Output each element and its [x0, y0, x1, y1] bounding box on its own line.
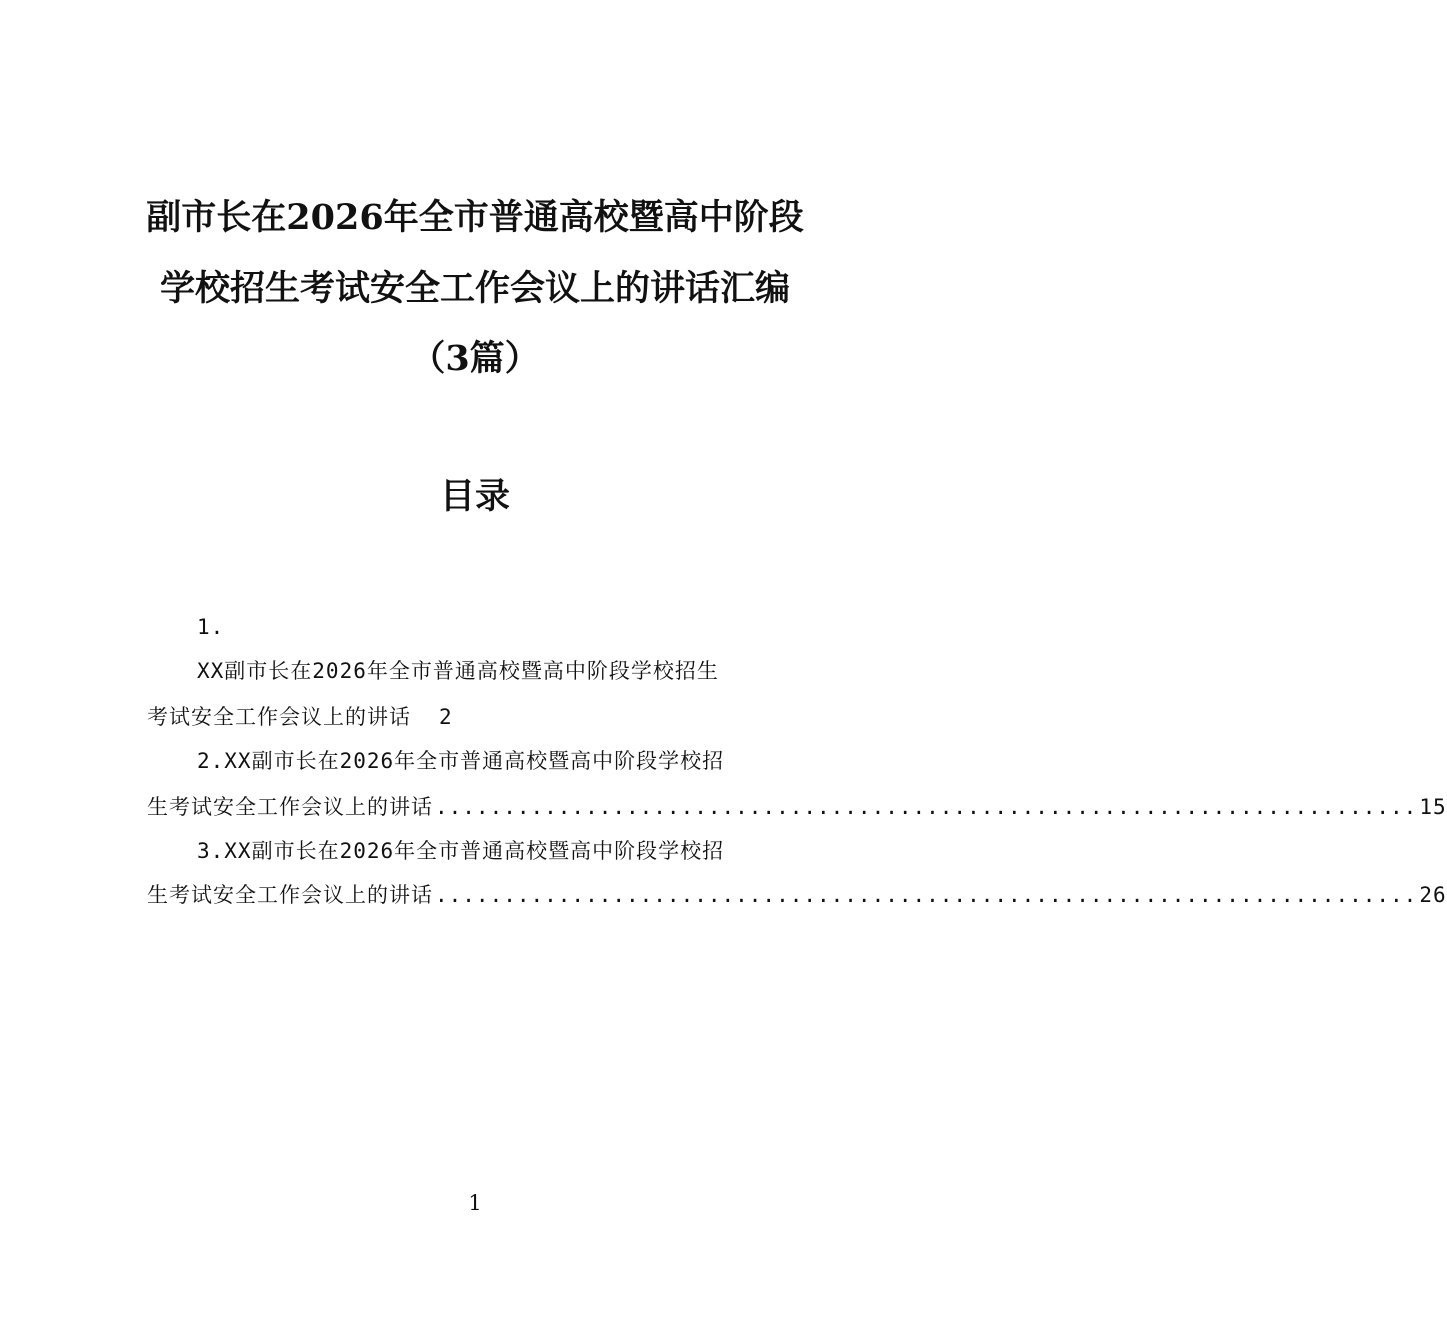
toc-entry-2-page: 15	[1419, 795, 1447, 819]
toc-entry-1-title-line-2[interactable]	[147, 702, 453, 732]
document-title-line-1: 副市长在2026年全市普通高校暨高中阶段	[146, 197, 804, 238]
toc-entry-3-title-line-1[interactable]: 3.XX副市长在2026年全市普通高校暨高中阶段学校招	[197, 839, 725, 863]
toc-entry-1-title-line-1[interactable]: XX副市长在2026年全市普通高校暨高中阶段学校招生	[197, 659, 719, 683]
toc-entry-1-page: 2	[439, 705, 453, 729]
toc-entry-2-leader-dots: ........................................................................	[435, 795, 1418, 819]
page-number: 1	[468, 1191, 482, 1215]
toc-heading: 目录	[439, 476, 510, 517]
toc-entry-3-title-line-2[interactable]	[147, 880, 1447, 910]
toc-entry-3-page: 26	[1419, 883, 1447, 907]
toc-entry-1-title-tail: 考试安全工作会议上的讲话	[147, 705, 411, 729]
toc-entry-2-title-tail: 生考试安全工作会议上的讲话	[147, 795, 433, 819]
toc-entry-3-title-tail: 生考试安全工作会议上的讲话	[147, 883, 433, 907]
document-title-line-3: （3篇）	[410, 338, 540, 379]
toc-entry-1-number: 1.	[197, 615, 225, 639]
toc-entry-3-leader-dots: ........................................................................	[435, 883, 1418, 907]
toc-entry-2-title-line-1[interactable]: 2.XX副市长在2026年全市普通高校暨高中阶段学校招	[197, 749, 725, 773]
toc-entry-2-title-line-2[interactable]	[147, 792, 1447, 822]
document-title-line-2: 学校招生考试安全工作会议上的讲话汇编	[159, 268, 790, 309]
